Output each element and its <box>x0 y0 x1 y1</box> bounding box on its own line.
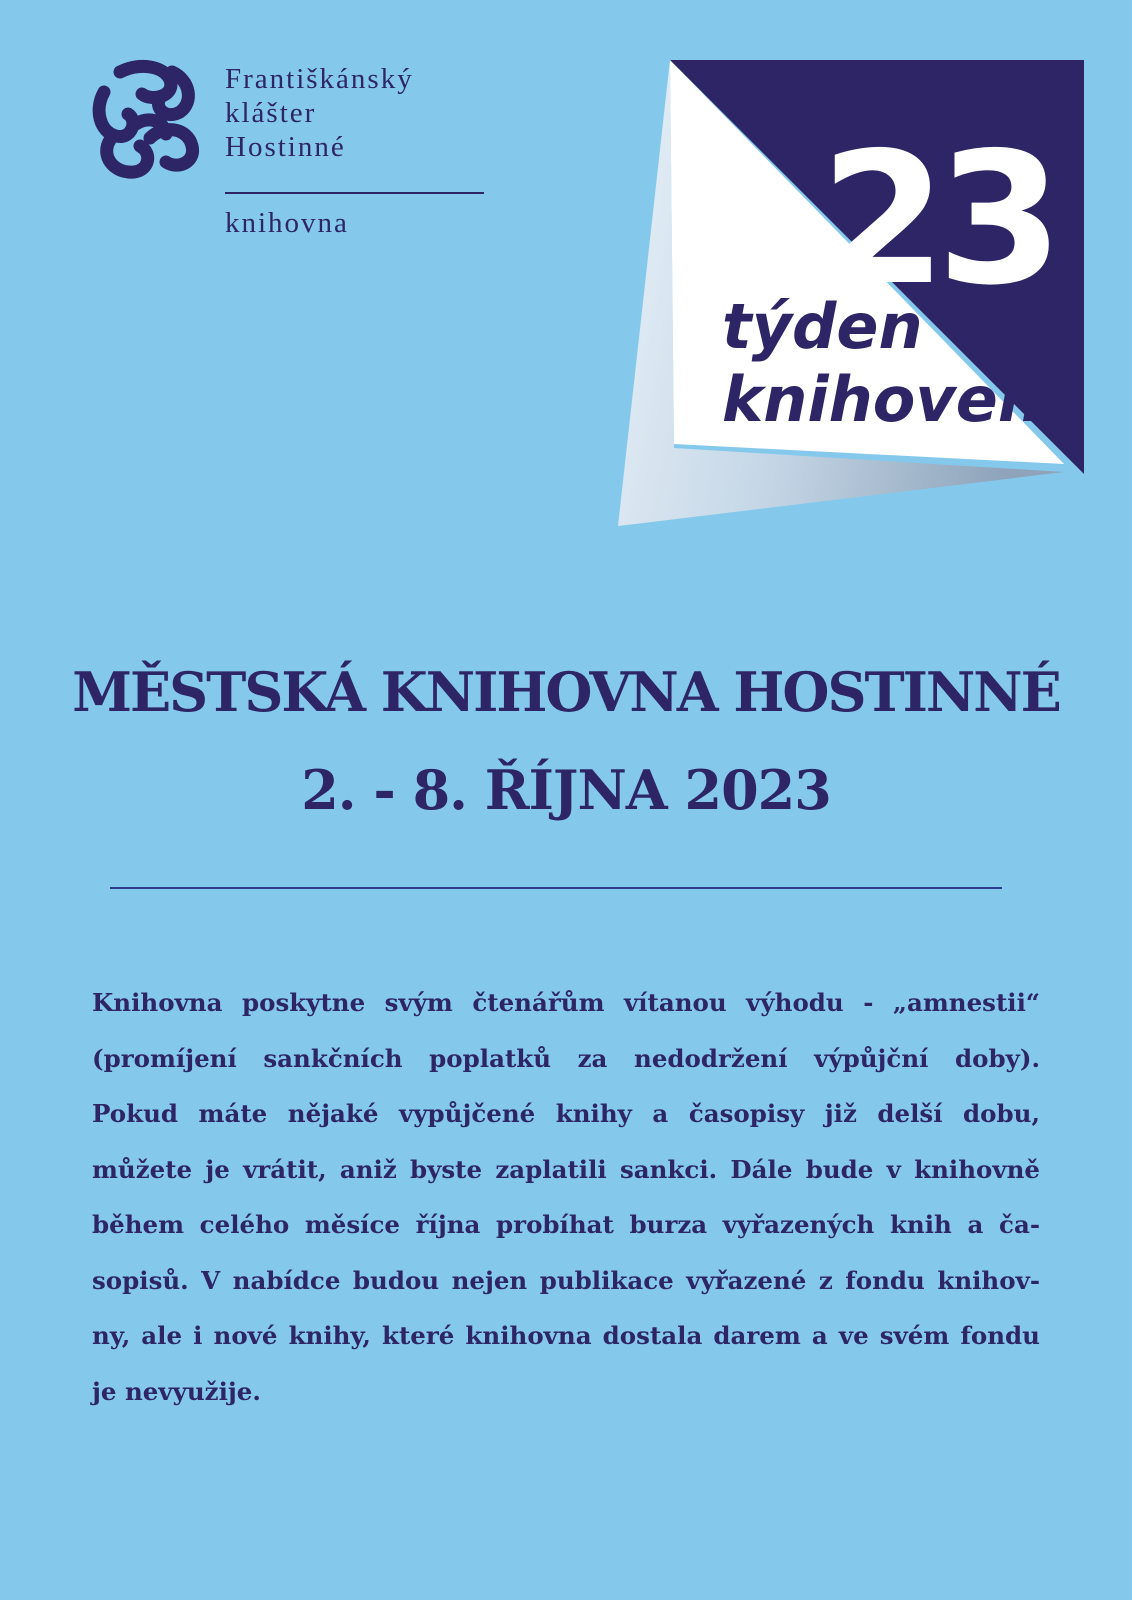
badge-number: 23 <box>820 113 1054 325</box>
logo-divider <box>225 192 484 194</box>
body-line: Pokud máte nějaké vypůjčené knihy a časopisy již delší dobu, <box>92 1099 1040 1128</box>
body-line: ny, ale i nové knihy, které knihovna dostala darem a ve svém fondu <box>92 1321 1040 1350</box>
badge-word-2: knihoven <box>722 363 1042 436</box>
body-line: během celého měsíce října probíhat burza vyřazených knih a ča- <box>92 1210 1040 1239</box>
body-line: (promíjení sankčních poplatků za nedodržení výpůjční doby). <box>92 1043 1040 1073</box>
logo-line: Františkánský <box>225 63 414 95</box>
body-line: sopisů. V nabídce budou nejen publikace vyřazené z fondu knihov- <box>92 1265 1040 1295</box>
section-divider <box>110 887 1002 889</box>
knot-icon <box>90 58 202 180</box>
page-title: MĚSTSKÁ KNIHOVNA HOSTINNÉ <box>72 660 1060 724</box>
logo-subtitle: knihovna <box>225 207 349 239</box>
body-line: Knihovna poskytne svým čtenářům vítanou výhodu - „amnestii“ <box>92 988 1040 1017</box>
badge-word-1: týden <box>722 290 923 363</box>
body-line: můžete je vrátit, aniž byste zaplatili sankci. Dále bude v knihovně <box>92 1154 1040 1184</box>
event-dates: 2. - 8. ŘÍJNA 2023 <box>301 758 831 822</box>
body-line: je nevyužije. <box>92 1376 261 1406</box>
body-paragraph <box>92 975 1040 1419</box>
logo-title <box>225 62 485 164</box>
logo-line: Hostinné <box>225 131 346 163</box>
logo-line: klášter <box>225 97 317 129</box>
